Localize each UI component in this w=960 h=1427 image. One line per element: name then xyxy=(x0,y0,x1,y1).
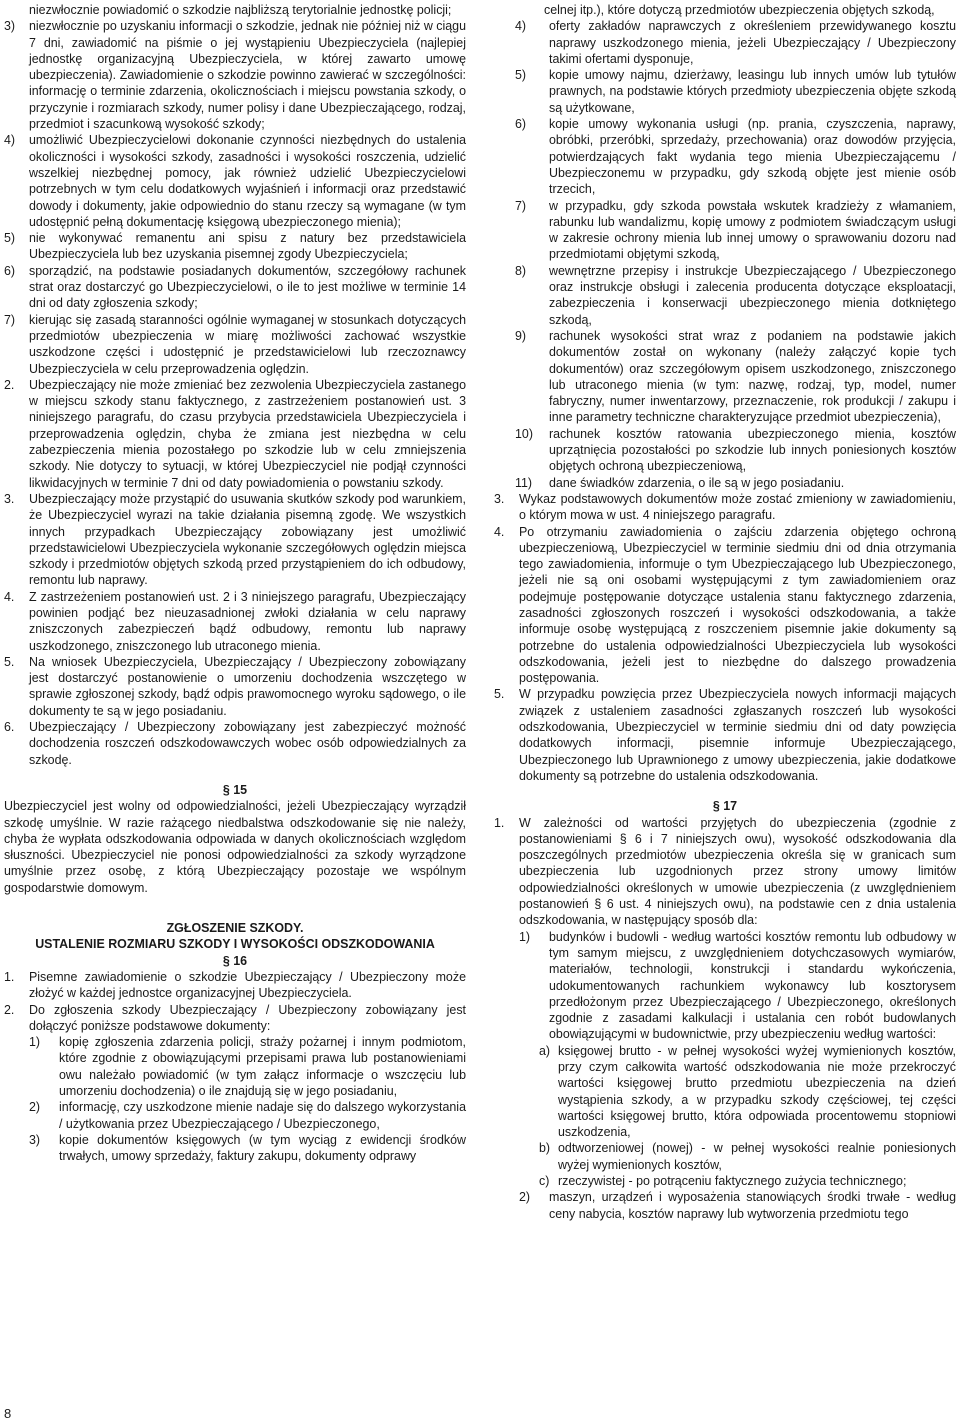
paragraph: 1. Pisemne zawiadomienie o szkodzie Ubezpieczający / Ubezpieczony może złożyć w każdej jednostce organizacyjnej Ubezpieczyciela. xyxy=(4,969,466,1001)
right-column xyxy=(494,2,956,1222)
paragraph: 2. Do zgłoszenia szkody Ubezpieczający / Ubezpieczony zobowiązany jest dołączyć poniższe podstawowe dokumenty: xyxy=(4,1002,466,1033)
list-item: 11) dane świadków zdarzenia, o ile są w jego posiadaniu. xyxy=(515,475,845,490)
section-16-paragraphs xyxy=(4,969,466,1034)
section-14-paragraphs xyxy=(4,377,466,768)
list-item: 2) informację, czy uszkodzone mienie nadaje się do dalszego wykorzystania / użytkowania przez Ubezpieczającego / Ubezpieczonego, xyxy=(29,1100,466,1131)
section-16-heading: § 16 xyxy=(222,953,248,968)
chapter-subtitle: USTALENIE ROZMIARU SZKODY I WYSOKOŚCI ODSZKODOWANIA xyxy=(35,937,435,952)
paragraph: 3. Wykaz podstawowych dokumentów może zostać zmieniony w zawiadomieniu, o którym mowa w ust. 4 niniejszego paragrafu. xyxy=(494,491,956,523)
sub-list-item: c) rzeczywistej - po potrąceniu faktycznego zużycia technicznego; xyxy=(539,1174,907,1189)
continuation-text: niezwłocznie powiadomić o szkodzie najbliższą terytorialnie jednostkę policji; xyxy=(29,3,452,17)
page-number: 8 xyxy=(4,1406,12,1421)
paragraph: 2. Ubezpieczający nie może zmieniać bez zezwolenia Ubezpieczyciela zastanego w miejscu szkody stanu faktycznego, z zastrzeżeniem postanowień ust. 3 niniejszego paragrafu, do czasu przybycia przedstawiciela Ubezpieczyciela i przeprowadzenia oględzin, chyba że zmiana jest niezbędna w celu zabezpieczenia mienia pozostałego po szkodzie lub w celu zmniejszenia szkody. Nie dotyczy to sytuacji, w której Ubezpieczyciel nie podjął czynności likwidacyjnych w terminie 7 dni od daty powiadomienia o powstaniu szkody. xyxy=(4,377,466,490)
documents-list-continued xyxy=(494,18,956,491)
list-item: 3) kopie dokumentów księgowych (w tym wyciąg z ewidencji środków trwałych, umowy sprzedaży, faktury zakupu, dokumenty odprawy xyxy=(29,1132,466,1164)
list-item: 7) kierując się zasadą staranności ogólnie wymaganej w stosunkach dotyczących przedmiotów ubezpieczenia w miarę możliwości zachować wszystkie uszkodzone części i udostępnić je przedstawicielowi lub rzeczoznawcy Ubezpieczyciela w celu przeprowadzenia oględzin. xyxy=(4,312,466,376)
list-item: 6) sporządzić, na podstawie posiadanych dokumentów, szczegółowy rachunek strat oraz dostarczyć go Ubezpieczycielowi, o ile to jest możliwe w terminie 14 dni od daty zgłoszenia szkody; xyxy=(4,263,466,311)
list-item: 7) w przypadku, gdy szkoda powstała wskutek kradzieży z włamaniem, rabunku lub wandalizmu, kopię umowy z podmiotem świadczącym usługi w zakresie ochrony mienia lub innej umowy o sprawowaniu dozoru nad przedmiotami objętymi szkodą, xyxy=(515,198,956,262)
spacer xyxy=(4,768,466,782)
section-15-heading: § 15 xyxy=(222,782,248,797)
section-16-paragraphs-continued xyxy=(494,491,956,784)
list-item: 3) niezwłocznie po uzyskaniu informacji o szkodzie, jednak nie później niż w ciągu 7 dni, zawiadomić na piśmie o jej wystąpieniu Ubezpieczyciela (najlepiej jednostkę organizacyjną Ubezpieczyciela, w której zawarto umowę ubezpieczenia). Zawiadomienie o szkodzie powinno zawierać w szczególności: informację o terminie zdarzenia, okolicznościach i miejscu powstania szkody, o przyczynie i rozmiarach szkody, numer polisy i dane Ubezpieczającego, rodzaj, przedmiot i szacunkową wysokość szkody; xyxy=(4,19,466,132)
spacer xyxy=(494,784,956,798)
paragraph: 4. Z zastrzeżeniem postanowień ust. 2 i 3 niniejszego paragrafu, Ubezpieczający powinien podjąć bez nieuzasadnionej zwłoki działania w celu naprawy zniszczonych zabezpieczeń bądź odbudowy, remontu lub naprawy uszkodzonego, zniszczonego lub utraconego mienia. xyxy=(4,589,466,653)
valuation-list xyxy=(494,929,956,1222)
list-item: 1) kopię zgłoszenia zdarzenia policji, straży pożarnej i innym podmiotom, które zgodnie z obowiązującymi przepisami prawa lub postanowieniami owu należało powiadomić (w tym załącz informacje o wszczęciu lub umorzeniu dochodzenia) o ile znajdują się w jego posiadaniu, xyxy=(29,1035,466,1098)
spacer xyxy=(4,896,466,920)
section-17-heading: § 17 xyxy=(712,799,738,814)
paragraph: 5. W przypadku powzięcia przez Ubezpieczyciela nowych informacji mających związek z ustaleniem zasadności zgłaszanych roszczeń lub wysokości odszkodowania, Ubezpieczyciel w terminie siedmiu dni od daty powzięcia dodatkowych informacji, pisemnie informuje Ubezpieczającego, Ubezpieczonego lub Uprawnionego z umowy ubezpieczenia, jakie dodatkowe dokumenty są potrzebne do ustalenia odszkodowania. xyxy=(494,687,956,783)
paragraph: 3. Ubezpieczający może przystąpić do usuwania skutków szkody pod warunkiem, że Ubezpieczyciel wyrazi na takie działania pisemną zgodę. We wszystkich innych przypadkach Ubezpieczający zobowiązany jest umożliwić przedstawicielowi Ubezpieczyciela wykonanie szczegółowych oględzin miejsca szkody i przedmiotów objętych szkodą przed przystąpieniem do ich odbudowy, remontu lub naprawy. xyxy=(4,491,466,588)
list-item: 4) oferty zakładów naprawczych z określeniem przewidywanego kosztu naprawy uszkodzonego mienia, jeżeli Ubezpieczający / Ubezpieczony takimi ofertami dysponuje, xyxy=(515,19,956,66)
left-column xyxy=(4,2,466,1164)
chapter-title: ZGŁOSZENIE SZKODY. xyxy=(166,921,304,936)
list-item: 1) budynków i budowli - według wartości kosztów remontu lub odbudowy w tym samym miejscu, z uwzględnieniem dotychczasowych wymiarów, materiałów, technologii, konstrukcji i standardu wykończenia, udokumentowanych rachunkiem wykonawcy lub kosztorysem przedłożonym przez Ubezpieczającego / Ubezpieczonego, określonych zgodnie z zasadami kalkulacji i ustalania cen robót budowlanych obowiązującymi w budownictwie, przy ubezpieczeniu według wartości: xyxy=(519,929,956,1042)
sub-list-item: a) księgowej brutto - w pełnej wysokości wyżej wymienionych kosztów, przy czym całkowita wartość odszkodowania nie może przekroczyć wartości księgowej brutto przedmiotu ubezpieczenia na dzień wystąpienia szkody, a w przypadku szkody częściowej, tej części wartości księgowej brutto, która odpowiada procentowemu stopniowi uszkodzenia, xyxy=(539,1043,956,1140)
paragraph: 4. Po otrzymaniu zawiadomienia o zajściu zdarzenia objętego ochroną ubezpieczeniową, Ubezpieczyciel w terminie siedmiu dni od dnia otrzymania tego zawiadomienia, informuje o tym Ubezpieczającego lub Ubezpieczonego, jeżeli nie są oni osobami występującymi z tym zawiadomieniem oraz podejmuje postępowanie dotyczące ustalenia stanu faktycznego zdarzenia, zasadności zgłoszonych roszczeń i wysokości odszkodowania, a także informuje osobę występującą z roszczeniem pisemnie jakie dokumenty są potrzebne do ustalenia odpowiedzialności Ubezpieczyciela lub wysokości odszkodowania, jeżeli jest to niezbędne do dalszego prowadzenia postępowania. xyxy=(494,524,956,686)
paragraph: 1. W zależności od wartości przyjętych do ubezpieczenia (zgodnie z postanowieniami § 6 i 7 niniejszych owu), wysokość odszkodowania dla poszczególnych przedmiotów ubezpieczenia określa się w granicach sum ubezpieczenia lub uzgodnionych przez strony umowy limitów odpowiedzialności określonych w umowie ubezpieczenia (z uwzględnieniem postanowień § 6 ust. 4 niniejszych owu), na podstawie cen z dnia ustalenia odszkodowania, w następujący sposób dla: xyxy=(494,815,956,928)
obligations-list xyxy=(4,18,466,377)
paragraph: 6. Ubezpieczający / Ubezpieczony zobowiązany jest zabezpieczyć możność dochodzenia roszczeń odszkodowawczych wobec osób odpowiedzialnych za szkodę. xyxy=(4,720,466,767)
documents-list xyxy=(4,1034,466,1164)
list-item: 8) wewnętrzne przepisy i instrukcje Ubezpieczającego / Ubezpieczonego oraz instrukcje obsługi i zalecenia producenta dotyczące eksploatacji, zabezpieczenia i konserwacji ubezpieczonego mienia dotkniętego szkodą, xyxy=(515,263,956,327)
sub-list-item: b) odtworzeniowej (nowej) - w pełnej wysokości realnie poniesionych wyżej wymienionych kosztów, xyxy=(539,1141,956,1172)
continuation-text: celnej itp.), które dotyczą przedmiotów ubezpieczenia objętych szkodą, xyxy=(544,3,935,17)
list-item: 6) kopie umowy wykonania usługi (np. prania, czyszczenia, naprawy, obróbki, przeróbki, sprzedaży, przechowania) oraz dowodów przyjęcia, potwierdzających fakt wydania tego mienia Ubezpieczającemu / Ubezpieczonemu w przypadku, gdy szkodą objęte jest mienie osób trzecich, xyxy=(515,117,956,197)
paragraph: 5. Na wniosek Ubezpieczyciela, Ubezpieczający / Ubezpieczony zobowiązany jest dostarczyć postanowienie o umorzeniu dochodzenia wszczętego w sprawie zgłoszonej szkody, bądź odpis prawomocnego wyroku sądowego, o ile dokumenty te są w jego posiadaniu. xyxy=(4,654,466,718)
list-item: 5) nie wykonywać remanentu ani spisu z natury bez przedstawiciela Ubezpieczyciela lub bez uzyskania pisemnej zgody Ubezpieczyciela; xyxy=(4,231,466,262)
section-15-text: Ubezpieczyciel jest wolny od odpowiedzialności, jeżeli Ubezpieczający wyrządził szkodę umyślnie. W razie rażącego niedbalstwa odszkodowanie się nie należy, chyba że wypłata odszkodowania odpowiada w danych okolicznościach względom słuszności. Ubezpieczyciel nie ponosi odpowiedzialności za szkody wyrządzone umyślnie przez osobę, z którą Ubezpieczający pozostaje we wspólnym gospodarstwie domowym. xyxy=(4,799,466,895)
list-item: 4) umożliwić Ubezpieczycielowi dokonanie czynności niezbędnych do ustalenia okoliczności i wysokości szkody, zasadności i wysokości roszczenia, udzielić wszelkiej niezbędnej pomocy, jak również udzielić Ubezpieczycielowi potrzebnych w tym celu dodatkowych wyjaśnień i informacji oraz przedstawić dowody i dokumenty, jakie odpowiednio do stanu rzeczy są wymagane (w tym udostępnić pełną dokumentację księgową ubezpieczonego mienia); xyxy=(4,133,466,229)
list-item: 5) kopie umowy najmu, dzierżawy, leasingu lub innych umów lub tytułów prawnych, na podstawie których przedmioty ubezpieczenia objęte szkodą są użytkowane, xyxy=(515,68,956,115)
list-item: 10) rachunek kosztów ratowania ubezpieczonego mienia, kosztów uprzątnięcia pozostałości po szkodzie lub innych poniesionych kosztów objętych ochroną ubezpieczeniową, xyxy=(515,426,956,474)
list-item: 2) maszyn, urządzeń i wyposażenia stanowiących środki trwałe - według ceny nabycia, kosztów naprawy lub wytworzenia przedmiotu tego xyxy=(519,1190,956,1221)
list-item: 9) rachunek wysokości strat wraz z podaniem na podstawie jakich dokumentów został on wykonany (należy załączyć kopie tych dokumentów) oraz szczegółowym opisem uszkodzonego, zniszczonego lub utraconego mienia (w tym: nazwę, rodzaj, typ, model, numer fabryczny, numer inwentarzowy, przeznaczenie, rok produkcji / zakupu i inne parametry techniczne charakteryzujące przedmiot ubezpieczenia), xyxy=(515,328,956,425)
